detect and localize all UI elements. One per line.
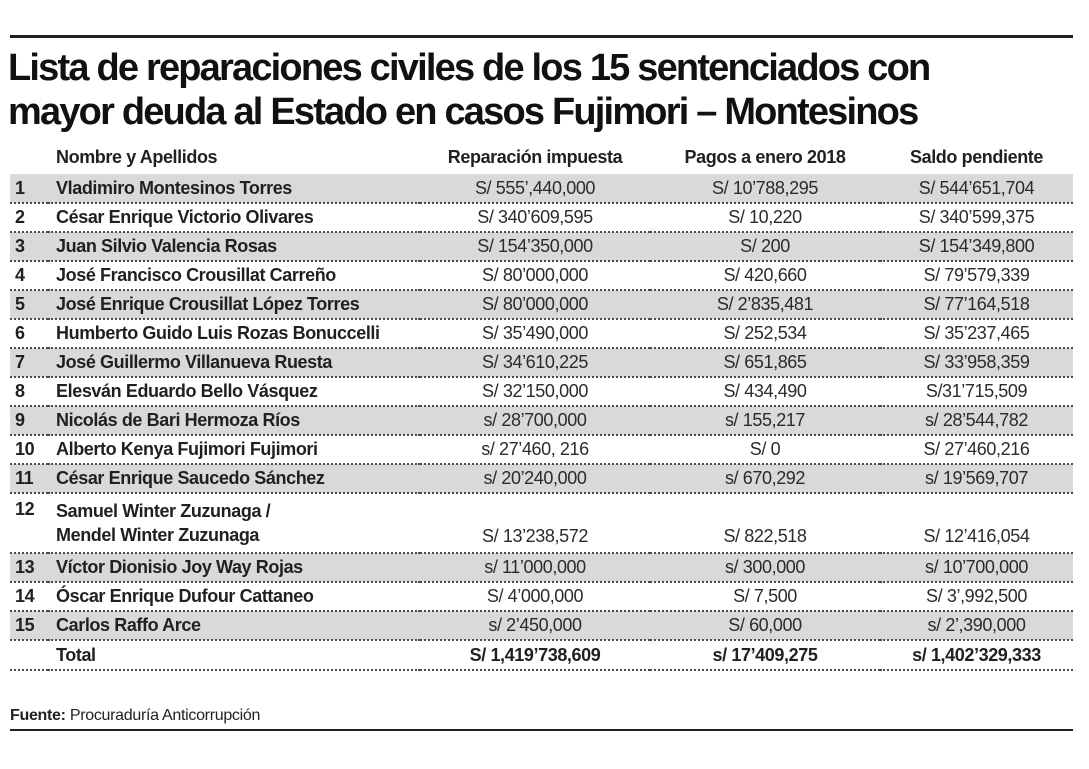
row-balance: s/ 2’,390,000 [880, 611, 1073, 640]
top-divider-rule [10, 35, 1073, 38]
row-payments: S/ 252,534 [650, 319, 880, 348]
source-text: Procuraduría Anticorrupción [69, 707, 261, 724]
row-number: 12 [10, 493, 48, 553]
row-name: Elesván Eduardo Bello Vásquez [48, 377, 420, 406]
row-number: 6 [10, 319, 48, 348]
row-number: 9 [10, 406, 48, 435]
row-balance: S/ 154’349,800 [880, 232, 1073, 261]
header-name: Nombre y Apellidos [56, 146, 218, 167]
table-row [10, 290, 1073, 319]
row-payments: S/ 7,500 [650, 582, 880, 611]
total-label: Total [48, 640, 420, 670]
row-name: Víctor Dionisio Joy Way Rojas [48, 553, 420, 582]
row-name-line1: Samuel Winter Zuzunaga / [56, 500, 271, 521]
row-imposed: S/ 4’000,000 [420, 582, 650, 611]
row-imposed: S/ 34’610,225 [420, 348, 650, 377]
header-payments: Pagos a enero 2018 [684, 146, 846, 167]
row-payments: S/ 420,660 [650, 261, 880, 290]
row-imposed: S/ 80’000,000 [420, 290, 650, 319]
row-payments: s/ 670,292 [650, 464, 880, 493]
table-row [10, 174, 1073, 203]
table-row [10, 319, 1073, 348]
source-note [10, 707, 260, 725]
page-title-line1: Lista de reparaciones civiles de los 15 sentenciados con [8, 47, 930, 89]
row-imposed: s/ 27’460, 216 [420, 435, 650, 464]
row-number: 1 [10, 174, 48, 203]
table-row [10, 493, 1073, 553]
table-row [10, 582, 1073, 611]
row-imposed: S/ 340’609,595 [420, 203, 650, 232]
row-balance: S/ 340’599,375 [880, 203, 1073, 232]
row-imposed: S/ 154’350,000 [420, 232, 650, 261]
table-row [10, 232, 1073, 261]
table-row [10, 553, 1073, 582]
row-imposed: S/ 80’000,000 [420, 261, 650, 290]
total-num-spacer [10, 640, 48, 670]
row-imposed: s/ 11’000,000 [420, 553, 650, 582]
table-header-row [10, 140, 1073, 174]
row-name: César Enrique Victorio Olivares [48, 203, 420, 232]
row-name [48, 493, 420, 553]
row-balance: S/ 3’,992,500 [880, 582, 1073, 611]
row-imposed: S/ 35’490,000 [420, 319, 650, 348]
row-payments: S/ 822,518 [650, 493, 880, 553]
row-name: Humberto Guido Luis Rozas Bonuccelli [48, 319, 420, 348]
row-name: José Francisco Crousillat Carreño [48, 261, 420, 290]
table-row [10, 611, 1073, 640]
row-imposed: S/ 555’,440,000 [420, 174, 650, 203]
row-number: 3 [10, 232, 48, 261]
row-number: 14 [10, 582, 48, 611]
bottom-divider-rule [10, 729, 1073, 731]
row-name: César Enrique Saucedo Sánchez [48, 464, 420, 493]
row-imposed: s/ 20’240,000 [420, 464, 650, 493]
table-row [10, 377, 1073, 406]
row-balance: S/ 544’651,704 [880, 174, 1073, 203]
row-payments: S/ 10’788,295 [650, 174, 880, 203]
row-number: 10 [10, 435, 48, 464]
row-balance: S/ 77’164,518 [880, 290, 1073, 319]
row-balance: s/ 28’544,782 [880, 406, 1073, 435]
total-payments: s/ 17’409,275 [650, 640, 880, 670]
row-imposed: S/ 13’238,572 [420, 493, 650, 553]
row-payments: S/ 651,865 [650, 348, 880, 377]
row-number: 8 [10, 377, 48, 406]
row-payments: s/ 300,000 [650, 553, 880, 582]
row-payments: S/ 0 [650, 435, 880, 464]
table-row [10, 464, 1073, 493]
row-imposed: s/ 28’700,000 [420, 406, 650, 435]
header-balance: Saldo pendiente [909, 146, 1044, 167]
table-row [10, 203, 1073, 232]
source-label: Fuente: [10, 707, 66, 724]
table-row [10, 406, 1073, 435]
row-balance: s/ 19’569,707 [880, 464, 1073, 493]
table-row [10, 261, 1073, 290]
row-name: José Guillermo Villanueva Ruesta [48, 348, 420, 377]
page-title [8, 46, 929, 134]
total-row [10, 640, 1073, 670]
row-imposed: S/ 32’150,000 [420, 377, 650, 406]
row-balance: S/ 33’958,359 [880, 348, 1073, 377]
row-balance: S/ 12’416,054 [880, 493, 1073, 553]
reparations-table [10, 140, 1073, 671]
row-name: Carlos Raffo Arce [48, 611, 420, 640]
row-payments: S/ 60,000 [650, 611, 880, 640]
total-balance: s/ 1,402’329,333 [880, 640, 1073, 670]
row-name: José Enrique Crousillat López Torres [48, 290, 420, 319]
row-number: 7 [10, 348, 48, 377]
row-name: Juan Silvio Valencia Rosas [48, 232, 420, 261]
row-name: Vladimiro Montesinos Torres [48, 174, 420, 203]
row-number: 5 [10, 290, 48, 319]
total-imposed: S/ 1,419’738,609 [420, 640, 650, 670]
header-imposed: Reparación impuesta [447, 146, 623, 167]
row-name: Nicolás de Bari Hermoza Ríos [48, 406, 420, 435]
row-number: 2 [10, 203, 48, 232]
table-row [10, 348, 1073, 377]
row-number: 13 [10, 553, 48, 582]
row-payments: S/ 2’835,481 [650, 290, 880, 319]
row-balance: S/31’715,509 [880, 377, 1073, 406]
row-payments: S/ 200 [650, 232, 880, 261]
row-number: 4 [10, 261, 48, 290]
row-payments: s/ 155,217 [650, 406, 880, 435]
row-balance: S/ 27’460,216 [880, 435, 1073, 464]
row-name: Alberto Kenya Fujimori Fujimori [48, 435, 420, 464]
row-balance: S/ 35’237,465 [880, 319, 1073, 348]
row-number: 15 [10, 611, 48, 640]
row-balance: S/ 79’579,339 [880, 261, 1073, 290]
row-payments: S/ 10,220 [650, 203, 880, 232]
header-num [10, 140, 48, 174]
row-balance: s/ 10’700,000 [880, 553, 1073, 582]
row-name: Óscar Enrique Dufour Cattaneo [48, 582, 420, 611]
row-name-line2: Mendel Winter Zuzunaga [56, 524, 260, 545]
table-row [10, 435, 1073, 464]
row-payments: S/ 434,490 [650, 377, 880, 406]
row-number: 11 [10, 464, 48, 493]
page-title-line2: mayor deuda al Estado en casos Fujimori – Montesinos [8, 91, 918, 133]
row-imposed: s/ 2’450,000 [420, 611, 650, 640]
